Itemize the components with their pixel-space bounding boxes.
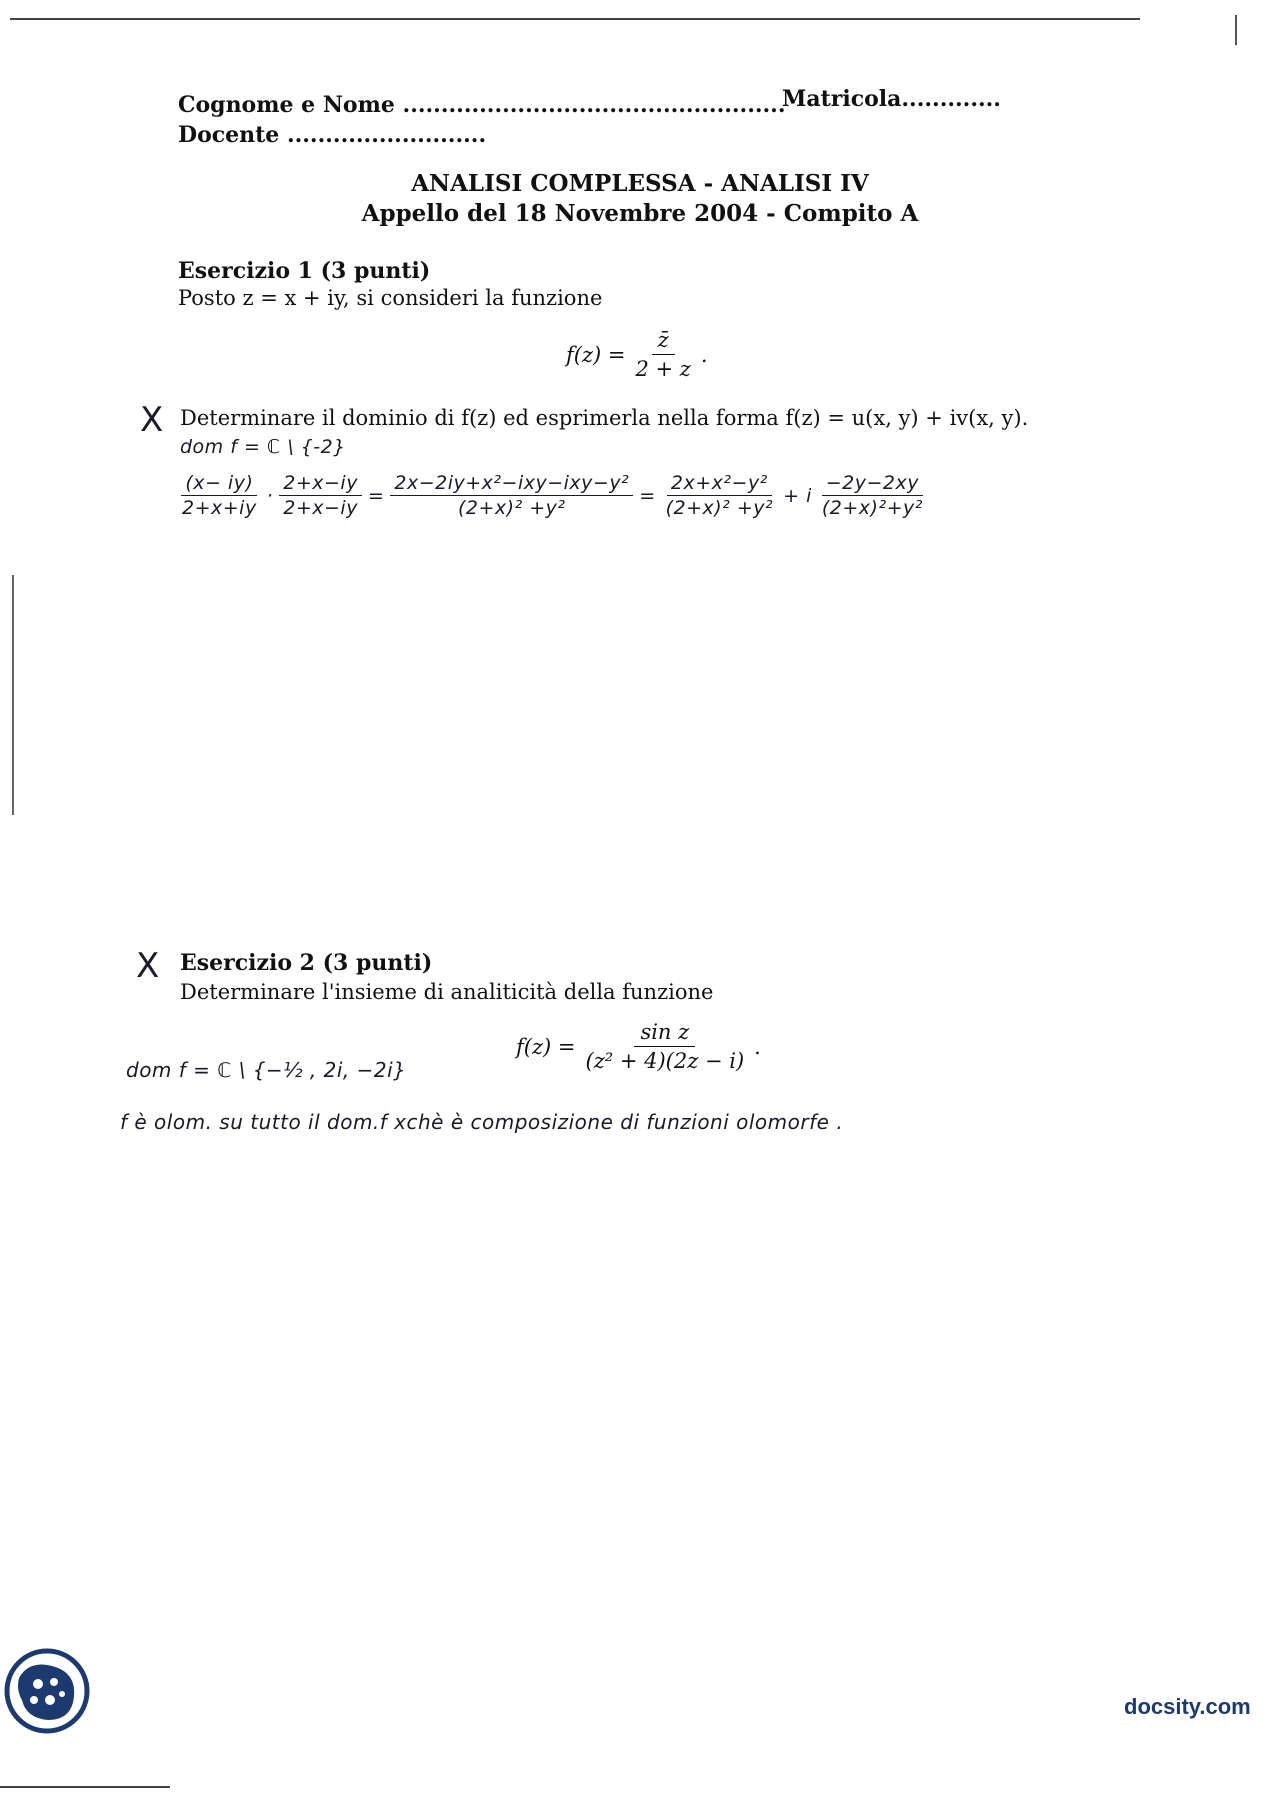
formula2-denominator: (z² + 4)(2z − i) (585, 1049, 745, 1073)
exercise1-title: Esercizio 1 (3 punti) (178, 258, 431, 284)
hw-fraction-5 (818, 472, 927, 519)
hw-fraction-1 (178, 472, 261, 519)
hw-fraction-1-den: 2+x+iy (182, 497, 257, 519)
hw-fraction-2 (279, 472, 362, 519)
exam-title: ANALISI COMPLESSA - ANALISI IV (411, 170, 869, 197)
exercise2-intro: Determinare l'insieme di analiticità della funzione (180, 980, 714, 1004)
matricola-field-label: Matricola............. (782, 86, 1001, 112)
docsity-logo-icon (4, 1648, 90, 1734)
hw-fraction-2-den: 2+x−iy (283, 497, 358, 519)
formula-fraction (630, 328, 697, 381)
hw-plus-i: + i (783, 484, 812, 507)
exercise2-check-mark: X (136, 946, 160, 986)
formula-period: . (700, 342, 708, 367)
formula-numerator: z̄ (652, 328, 675, 355)
hw-fraction-4-num: 2x+x²−y² (667, 472, 772, 496)
hw-fraction-5-den: (2+x)²+y² (821, 497, 923, 519)
exercise1-formula (566, 328, 708, 381)
hw-dot: · (266, 484, 274, 507)
handwritten-domain-2: dom f = ℂ \ {−½ , 2i, −2i} (126, 1058, 407, 1082)
name-field-label: Cognome e Nome .................................................. (178, 92, 786, 118)
formula-denominator: 2 + z (635, 357, 691, 381)
hw-fraction-3 (390, 472, 633, 519)
exercise2-formula (516, 1020, 761, 1073)
docente-field-label: Docente .......................... (178, 122, 487, 148)
task-check-mark: X (140, 400, 164, 440)
docsity-brand-text[interactable]: docsity.com (1124, 1694, 1251, 1719)
hw-fraction-2-num: 2+x−iy (279, 472, 362, 496)
scan-bottom-line (0, 1786, 170, 1788)
handwritten-computation (172, 472, 933, 519)
formula2-period: . (754, 1034, 761, 1059)
hw-equals-2: = (639, 484, 656, 507)
formula2-numerator: sin z (634, 1020, 695, 1047)
hw-fraction-4-den: (2+x)² +y² (665, 497, 774, 519)
scan-right-marks (1235, 15, 1237, 45)
formula2-fraction (580, 1020, 751, 1073)
exercise2-title: Esercizio 2 (3 punti) (180, 950, 433, 976)
handwritten-answer-2: f è olom. su tutto il dom.f xchè è composizione di funzioni olomorfe . (120, 1110, 844, 1134)
exercise1-intro: Posto z = x + iy, si consideri la funzione (178, 286, 603, 310)
formula2-lhs: f(z) = (516, 1034, 576, 1059)
hw-equals-1: = (367, 484, 385, 507)
hw-fraction-1-num: (x− iy) (181, 472, 257, 496)
scan-left-edge (12, 575, 14, 815)
formula-lhs: f(z) = (566, 342, 626, 367)
hw-fraction-5-num: −2y−2xy (822, 472, 923, 496)
hw-fraction-4 (662, 472, 778, 519)
hw-fraction-3-den: (2+x)² +y² (458, 497, 566, 519)
scan-top-line (10, 18, 1140, 20)
hw-fraction-3-num: 2x−2iy+x²−ixy−ixy−y² (390, 472, 633, 496)
exercise1-task: Determinare il dominio di f(z) ed esprimerla nella forma f(z) = u(x, y) + iv(x, y). (180, 406, 1029, 430)
handwritten-domain: dom f = ℂ \ {-2} (180, 436, 346, 458)
exam-subtitle: Appello del 18 Novembre 2004 - Compito A (361, 200, 919, 227)
